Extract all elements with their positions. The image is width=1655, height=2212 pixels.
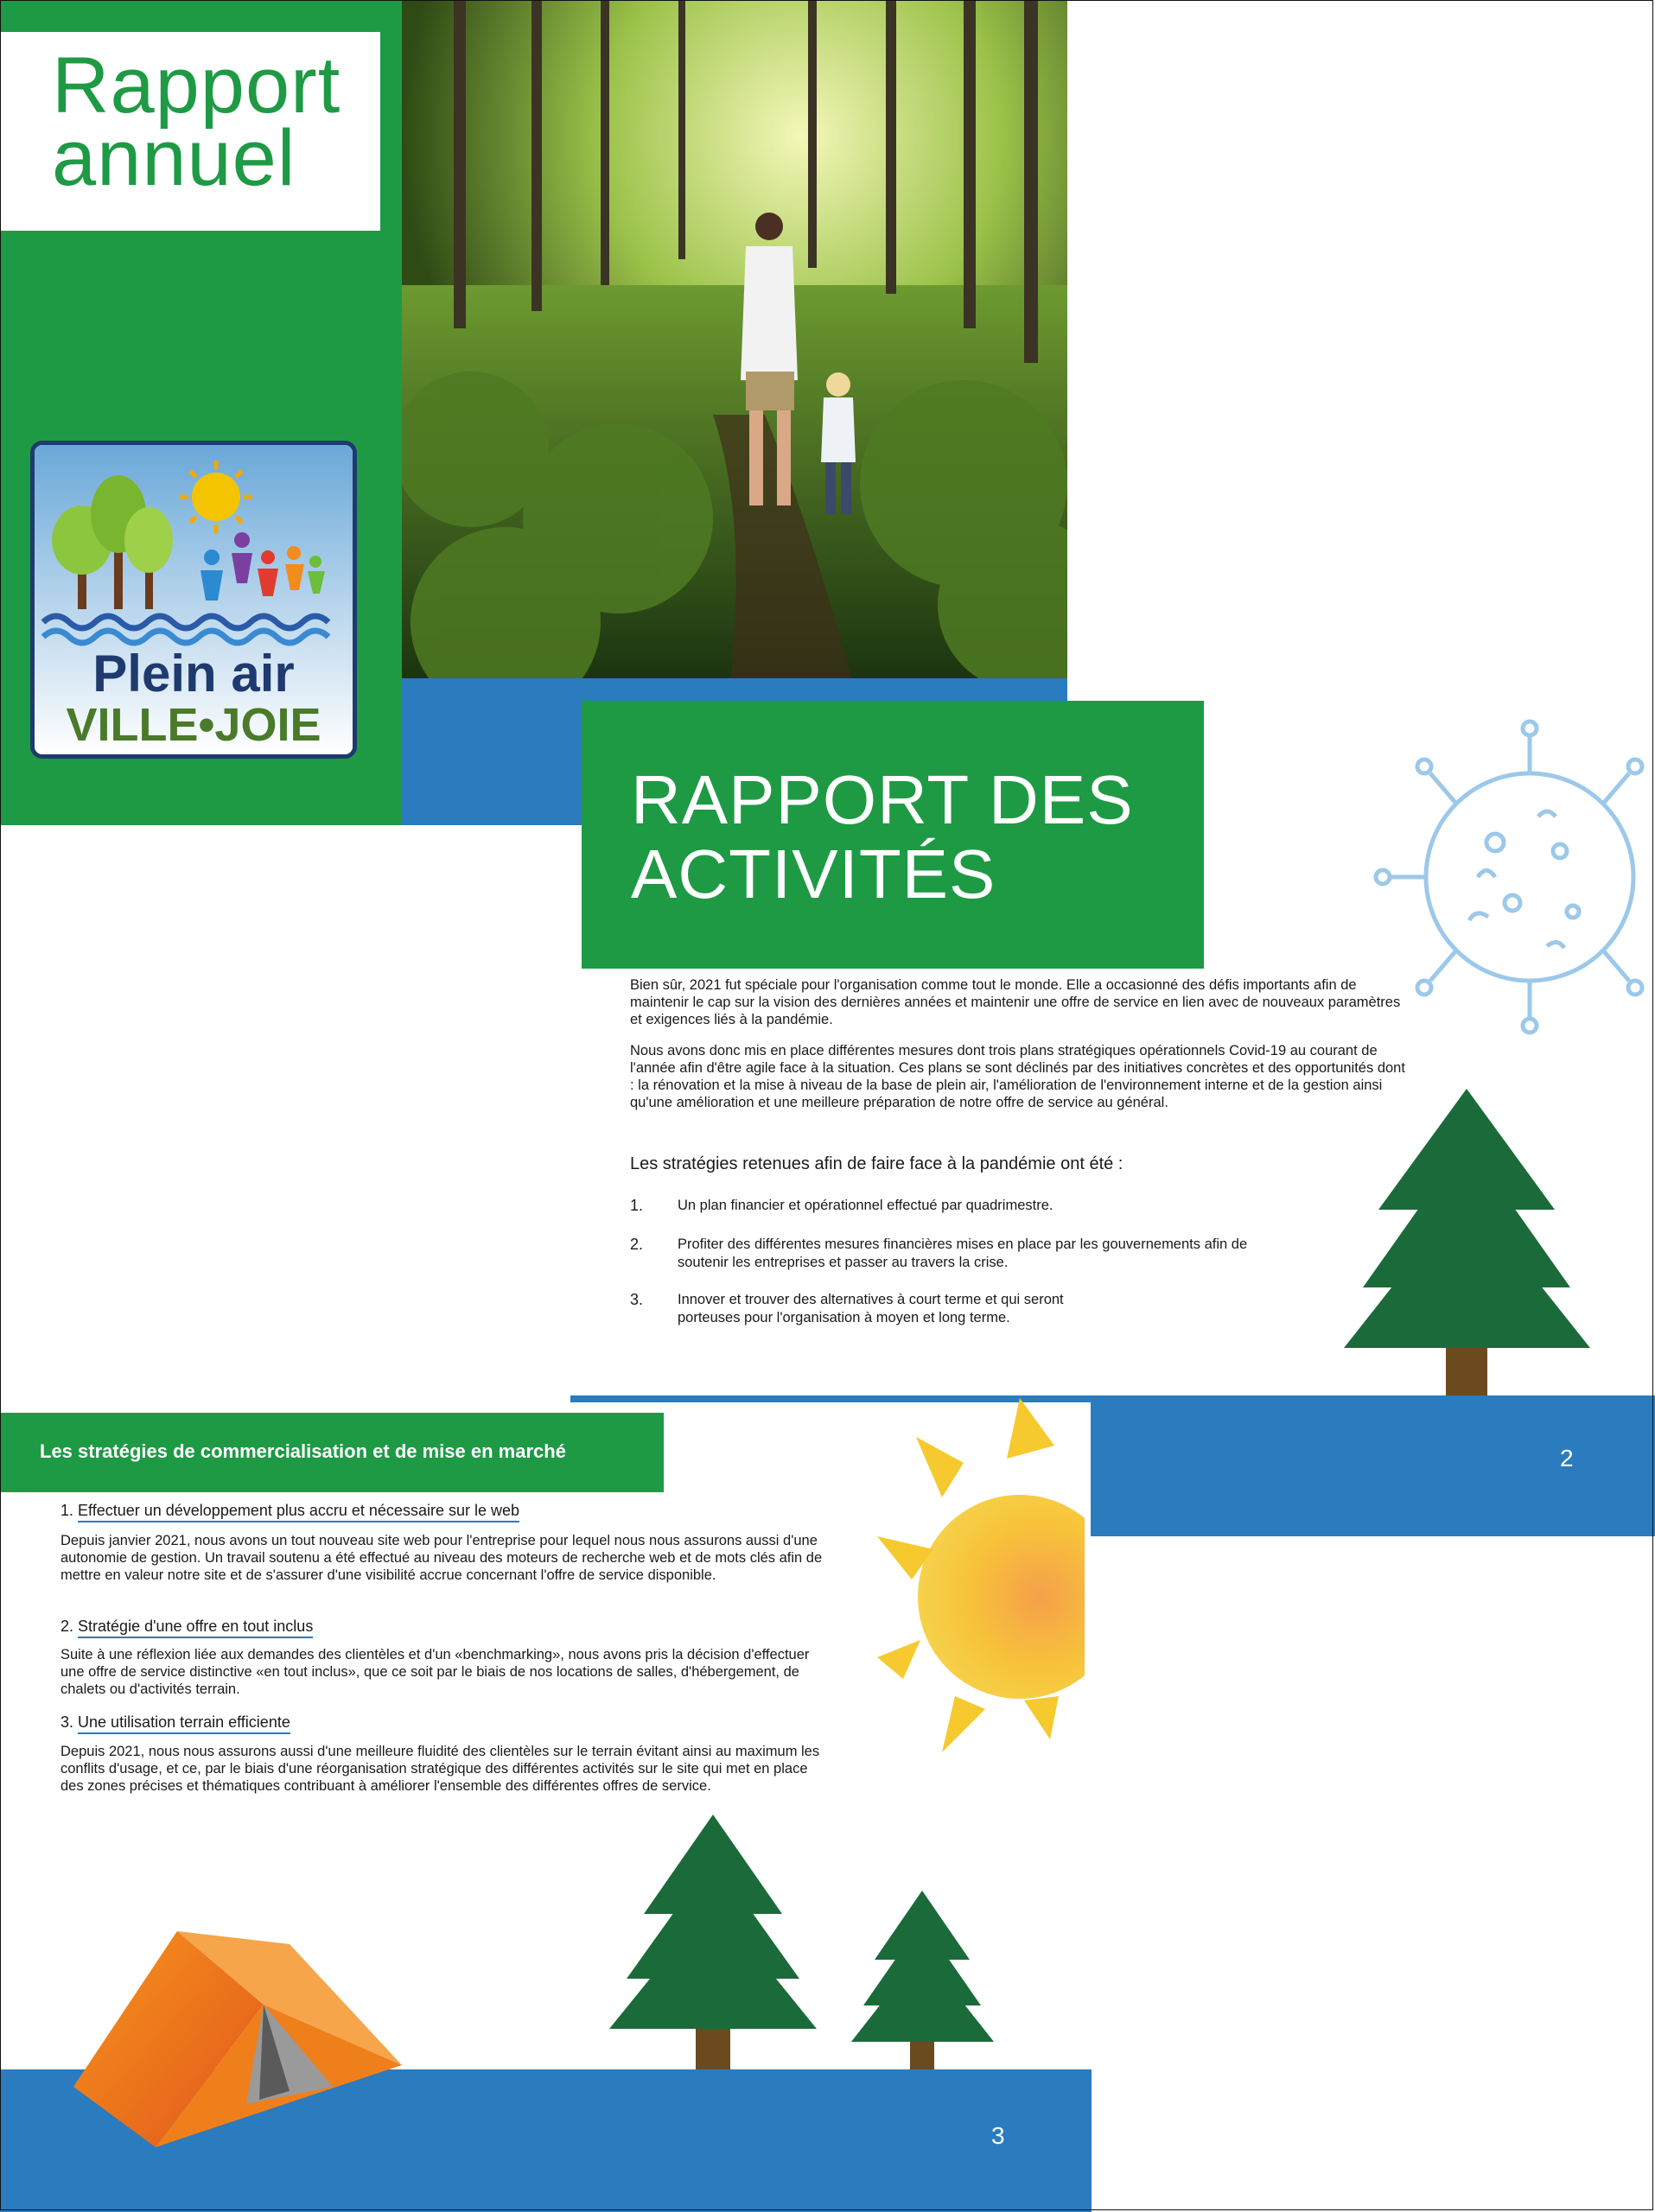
forest-photo: [402, 0, 1067, 678]
strategy-number: 3.: [60, 1713, 74, 1731]
list-item-text: Profiter des différentes mesures financières mises en place par les gouvernements afin de soutenir les entreprises et passer au travers la crise.: [678, 1236, 1248, 1270]
report-title-line2: annuel: [52, 114, 296, 202]
virus-icon: [1365, 713, 1655, 1041]
strategy-title: Une utilisation terrain efficiente: [78, 1713, 290, 1734]
report-title-box: [0, 32, 380, 231]
list-item-text: Innover et trouver des alternatives à court terme et qui seront porteuses pour l'organisation à moyen et long terme.: [678, 1292, 1064, 1325]
strategies-heading: Les stratégies retenues afin de faire face à la pandémie ont été :: [630, 1154, 1123, 1173]
strategy-title: Stratégie d'une offre en tout inclus: [78, 1618, 313, 1638]
page-number: 2: [1560, 1445, 1574, 1471]
intro-text: [630, 976, 1408, 1125]
pine-tree-icon: [609, 1815, 817, 2074]
list-item-number: 3.: [630, 1291, 644, 1308]
strategy-text-3: Depuis 2021, nous nous assurons aussi d'une meilleure fluidité des clientèles sur le terrain évitant ainsi au maximum les conflits d'usage, et ce, par le biais d'une réorganisation stratégique des différentes activités sur le site qui met en place des zones précises et thématiques contribuant à améliorer l'ensemble des différentes offres de service.: [60, 1744, 820, 1794]
strategy-title: Effectuer un développement plus accru et nécessaire sur le web: [78, 1502, 519, 1522]
intro-paragraph-2: Nous avons donc mis en place différentes mesures dont trois plans stratégiques opérationnels Covid-19 au courant de l'année afin d'être agile face à la situation. Ces plans se sont déclinés par des initiatives concrètes et des opportunités dont : la rénovation et la mise à niveau de la base de plein air, l'amélioration de l'environnement interne et de la gestion ainsi qu'une amélioration et une meilleure préparation de notre offre de service au général.: [630, 1043, 1405, 1110]
pine-tree-icon: [1344, 1089, 1590, 1395]
section-title: Les stratégies de commercialisation et de mise en marché: [40, 1440, 566, 1462]
logo-illustration: [35, 445, 353, 754]
page-title-line1: RAPPORT DES: [631, 761, 1134, 838]
tent-icon: [73, 1931, 402, 2152]
page-title-line2: ACTIVITÉS: [631, 836, 996, 912]
list-item-number: 2.: [630, 1236, 644, 1253]
strategy-number: 2.: [60, 1618, 74, 1635]
plein-air-logo: [30, 441, 357, 759]
logo-text-line2: VILLE•JOIE: [66, 699, 321, 751]
strategy-heading-2: [60, 1618, 313, 1636]
logo-text-line1: Plein air: [92, 645, 295, 702]
strategy-heading-1: [60, 1502, 519, 1520]
page-title: [631, 763, 1134, 912]
section-banner: [0, 1413, 664, 1492]
pine-tree-icon: [851, 1891, 994, 2072]
strategy-text-2: Suite à une réflexion liée aux demandes des clientèles et d'un «benchmarking», nous avons pris la décision d'effectuer une offre de service distinctive «en tout inclus», que ce soit par le biais de nos locations de salles, d'hébergement, de chalets ou d'activités terrain.: [60, 1647, 810, 1697]
list-item-number: 1.: [630, 1197, 644, 1214]
strategy-heading-3: [60, 1713, 290, 1732]
list-item-text: Un plan financier et opérationnel effectué par quadrimestre.: [678, 1198, 1053, 1213]
intro-paragraph-1: Bien sûr, 2021 fut spéciale pour l'organisation comme tout le monde. Elle a occasionné des défis importants afin de maintenir le cap sur la vision des dernières années et maintenir une offre de service en lien avec de nouveaux paramètres et exigences liés à la pandémie.: [630, 977, 1401, 1027]
strategy-text-1: Depuis janvier 2021, nous avons un tout nouveau site web pour l'entreprise pour lequel nous nous assurons aussi d'une autonomie de gestion. Un travail soutenu a été effectué au niveau des moteurs de recherche web et de mots clés afin de mettre en valeur notre site et de s'assurer d'une visibilité accrue concernant l'offre de service disponible.: [60, 1533, 823, 1583]
page-number: 3: [991, 2122, 1005, 2149]
sun-icon: [860, 1398, 1085, 1752]
report-title-line1: Rapport: [52, 41, 341, 130]
activities-heading-box: [582, 701, 1204, 969]
strategy-number: 1.: [60, 1502, 74, 1519]
